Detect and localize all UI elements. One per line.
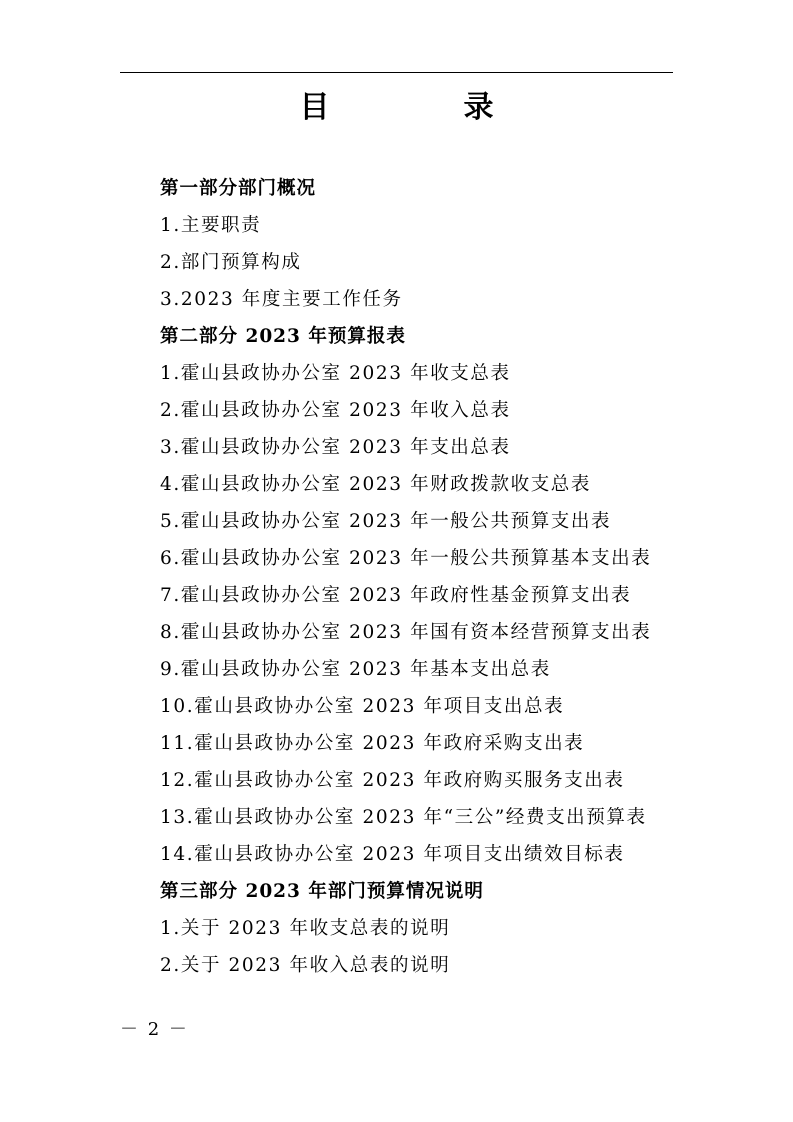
toc-item: 10.霍山县政协办公室 2023 年项目支出总表: [160, 696, 565, 717]
toc-item: 1.霍山县政协办公室 2023 年收支总表: [160, 363, 511, 384]
toc-item: 9.霍山县政协办公室 2023 年基本支出总表: [160, 659, 551, 680]
page-number: － 2 －: [120, 1019, 189, 1040]
toc-section-heading: 第三部分 2023 年部门预算情况说明: [160, 881, 484, 902]
toc-section-heading: 第二部分 2023 年预算报表: [160, 326, 406, 347]
toc-item: 14.霍山县政协办公室 2023 年项目支出绩效目标表: [160, 844, 625, 865]
toc-item: 4.霍山县政协办公室 2023 年财政拨款收支总表: [160, 474, 591, 495]
toc-item: 2.霍山县政协办公室 2023 年收入总表: [160, 400, 511, 421]
toc-item: 11.霍山县政协办公室 2023 年政府采购支出表: [160, 733, 585, 754]
toc-item: 8.霍山县政协办公室 2023 年国有资本经营预算支出表: [160, 622, 652, 643]
toc-item: 1.关于 2023 年收支总表的说明: [160, 918, 451, 939]
toc-item: 2.关于 2023 年收入总表的说明: [160, 955, 451, 976]
toc-item: 5.霍山县政协办公室 2023 年一般公共预算支出表: [160, 511, 612, 532]
header-rule: [120, 72, 673, 73]
toc-section-heading: 第一部分部门概况: [160, 178, 317, 199]
table-of-contents: [160, 170, 720, 984]
toc-item: 1.主要职责: [160, 215, 262, 236]
toc-item: 3.霍山县政协办公室 2023 年支出总表: [160, 437, 511, 458]
toc-item: 2.部门预算构成: [160, 252, 302, 273]
page-title: 目 录: [299, 90, 546, 125]
toc-item: 6.霍山县政协办公室 2023 年一般公共预算基本支出表: [160, 548, 652, 569]
toc-item: 3.2023 年度主要工作任务: [160, 289, 403, 310]
toc-item: 13.霍山县政协办公室 2023 年“三公”经费支出预算表: [160, 807, 647, 828]
toc-item: 12.霍山县政协办公室 2023 年政府购买服务支出表: [160, 770, 625, 791]
toc-item: 7.霍山县政协办公室 2023 年政府性基金预算支出表: [160, 585, 632, 606]
